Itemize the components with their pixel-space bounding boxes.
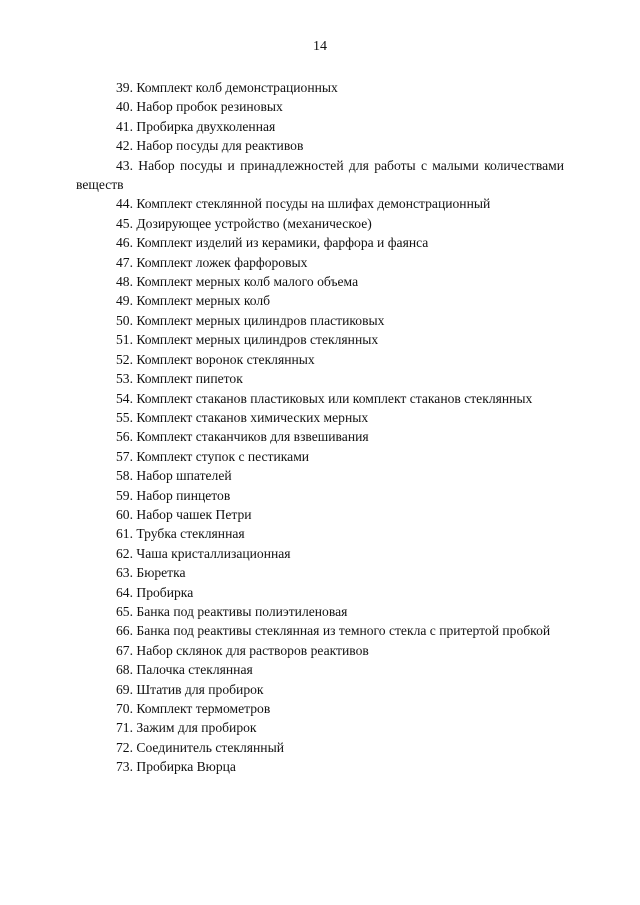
list-item: 60. Набор чашек Петри — [116, 506, 252, 522]
list-item: 61. Трубка стеклянная — [116, 526, 245, 542]
page-number: 14 — [313, 39, 327, 54]
list-item: 65. Банка под реактивы полиэтиленовая — [116, 603, 348, 619]
list-item: 70. Комплект термометров — [116, 701, 271, 716]
list-item: 54. Комплект стаканов пластиковых или комплект стаканов стеклянных — [116, 390, 533, 406]
list-item: 58. Набор шпателей — [116, 468, 232, 484]
list-item: 49. Комплект мерных колб — [116, 293, 271, 309]
list-item: 73. Пробирка Вюрца — [116, 759, 236, 775]
list-item: 46. Комплект изделий из керамики, фарфора и фаянса — [116, 235, 429, 251]
list-item: 71. Зажим для пробирок — [116, 720, 257, 736]
list-item: 51. Комплект мерных цилиндров стеклянных — [116, 332, 379, 348]
list-item: 47. Комплект ложек фарфоровых — [116, 254, 308, 270]
list-item: 52. Комплект воронок стеклянных — [116, 351, 315, 367]
list-item: 57. Комплект ступок с пестиками — [116, 448, 310, 464]
list-item: 48. Комплект мерных колб малого объема — [116, 274, 359, 290]
list-item: 50. Комплект мерных цилиндров пластиковых — [116, 312, 385, 328]
list-item: 69. Штатив для пробирок — [116, 681, 264, 697]
list-item: 64. Пробирка — [116, 584, 194, 600]
list-item: 72. Соединитель стеклянный — [116, 739, 284, 755]
list-item: 68. Палочка стеклянная — [116, 662, 253, 678]
list-item: 45. Дозирующее устройство (механическое) — [116, 215, 372, 231]
list-item: 41. Пробирка двухколенная — [116, 118, 276, 134]
list-item: 53. Комплект пипеток — [116, 371, 243, 387]
list-item: 62. Чаша кристаллизационная — [116, 545, 291, 561]
list-item: 40. Набор пробок резиновых — [116, 99, 283, 115]
list-item: 67. Набор склянок для растворов реактивов — [116, 642, 369, 658]
list-item: 66. Банка под реактивы стеклянная из темного стекла с притертой пробкой — [116, 623, 551, 639]
list-item: 44. Комплект стеклянной посуды на шлифах демонстрационный — [116, 196, 491, 212]
list-item: 59. Набор пинцетов — [116, 487, 231, 503]
list-item: 63. Бюретка — [116, 565, 186, 581]
list-item: 43. Набор посуды и принадлежностей для работы с малыми количествами веществ — [76, 157, 564, 193]
list-item: 42. Набор посуды для реактивов — [116, 138, 304, 154]
list-item: 56. Комплект стаканчиков для взвешивания — [116, 429, 369, 445]
list-item: 55. Комплект стаканов химических мерных — [116, 409, 369, 425]
list-item: 39. Комплект колб демонстрационных — [116, 80, 338, 95]
equipment-list — [76, 78, 564, 777]
